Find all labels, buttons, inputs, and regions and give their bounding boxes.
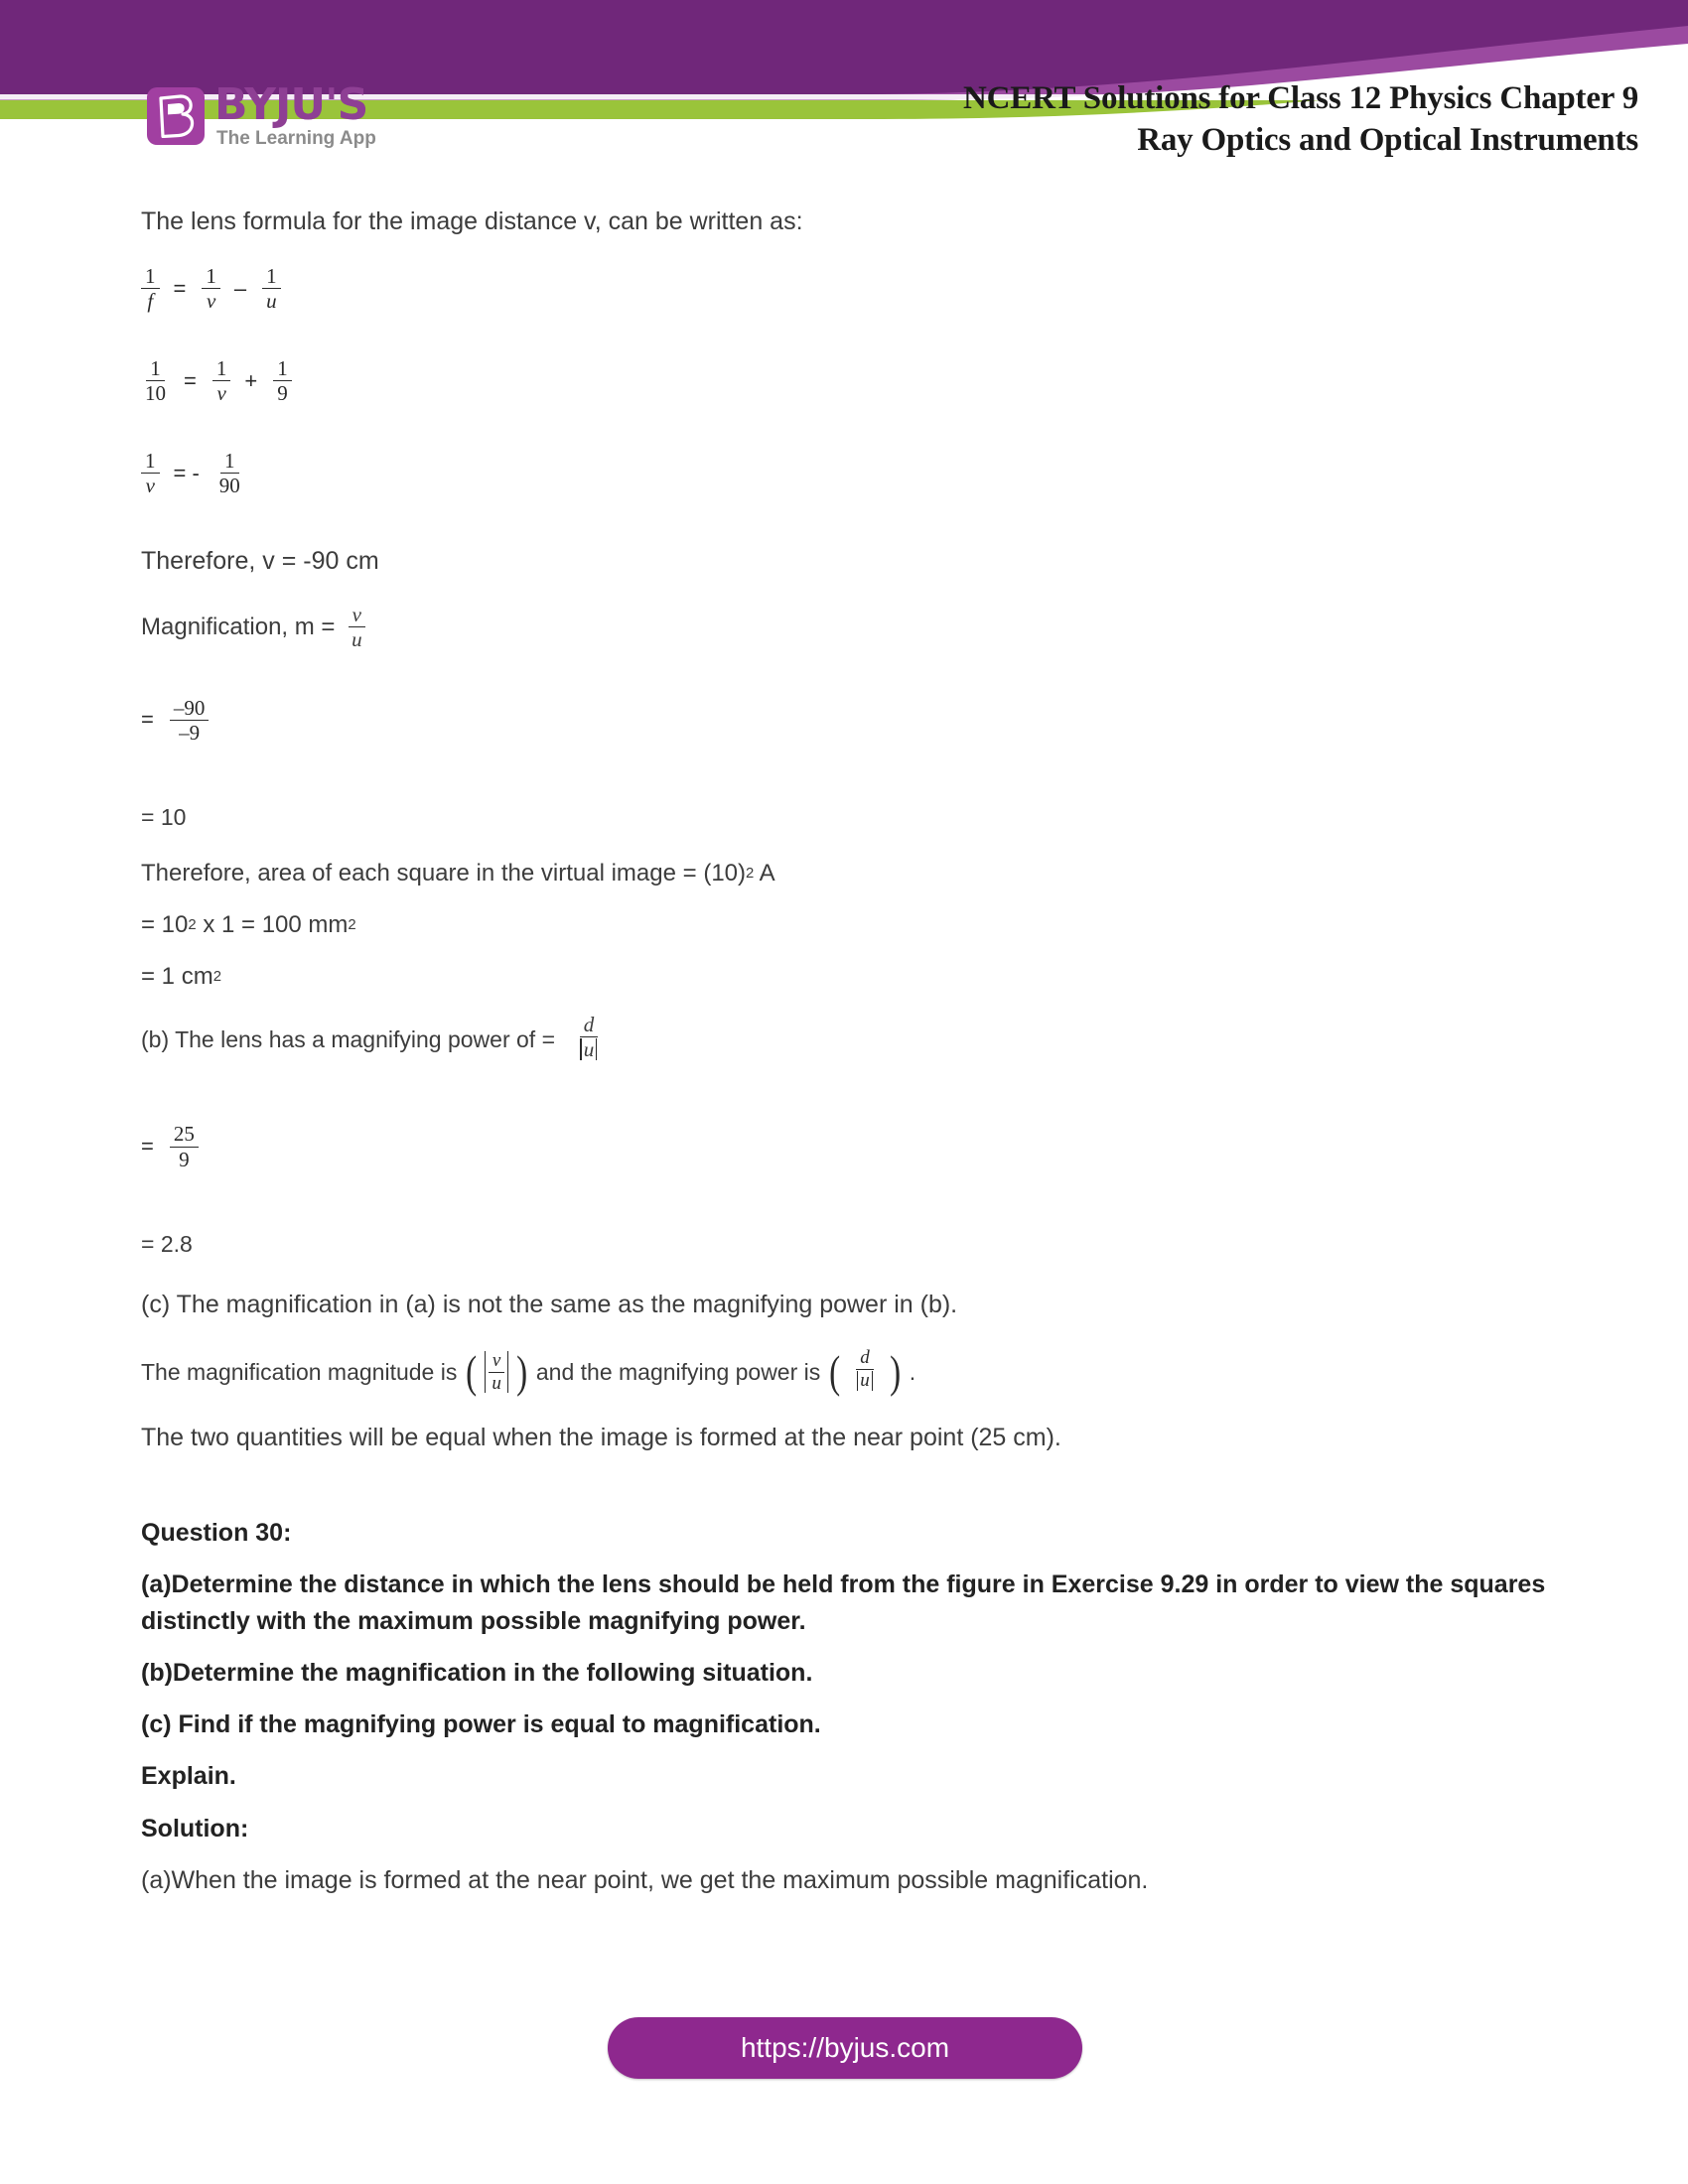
magnification-label: Magnification, m = bbox=[141, 614, 343, 641]
magnification-definition bbox=[141, 602, 1551, 651]
magnification-computation bbox=[141, 697, 1551, 744]
fraction-denominator: u bbox=[352, 626, 362, 651]
byjus-logo-mark-icon bbox=[147, 87, 205, 145]
equation-solved-v bbox=[141, 450, 1551, 496]
byjus-url-label: https://byjus.com bbox=[740, 2032, 950, 2063]
page-title-line-2: Ray Optics and Optical Instruments bbox=[1137, 122, 1638, 159]
part-b-computation bbox=[141, 1123, 1551, 1169]
part-b-result: = 2.8 bbox=[141, 1230, 193, 1257]
equality-note: The two quantities will be equal when the image is formed at the near point (25 cm). bbox=[141, 1423, 1061, 1451]
byjus-wordmark: BYJU'S bbox=[214, 79, 368, 130]
intro-paragraph: The lens formula for the image distance v, can be written as: bbox=[141, 207, 803, 235]
abs-value-u: u bbox=[583, 1037, 595, 1062]
question-explain: Explain. bbox=[141, 1762, 236, 1791]
question-part-c: (c) Find if the magnifying power is equal to magnification. bbox=[141, 1710, 821, 1739]
left-paren: ( bbox=[828, 1346, 840, 1398]
area-line-suffix: A bbox=[754, 860, 775, 887]
area-calculation-cm: = 1 cm 2 bbox=[141, 963, 221, 991]
fraction-1-over-v bbox=[202, 265, 220, 312]
solution-part-a: (a)When the image is formed at the near point, we get the maximum possible magnification. bbox=[141, 1865, 1149, 1894]
plus-sign: + bbox=[244, 367, 258, 393]
fraction-v-over-u bbox=[488, 1351, 505, 1394]
fraction-1-over-f bbox=[141, 265, 160, 312]
fraction-denominator: u bbox=[492, 1372, 501, 1394]
paren-group-magnification bbox=[464, 1346, 530, 1398]
fraction-numerator: 1 bbox=[141, 265, 160, 289]
fraction-v-over-u bbox=[348, 604, 366, 650]
fraction-numerator: 1 bbox=[220, 450, 239, 474]
equals-minus-sign: = - bbox=[173, 460, 200, 485]
fraction-numerator: 1 bbox=[262, 265, 281, 289]
right-paren: ) bbox=[890, 1346, 902, 1398]
fraction-denominator: –9 bbox=[179, 720, 201, 745]
fraction-1-over-9 bbox=[273, 357, 292, 404]
fraction-numerator: 1 bbox=[273, 357, 292, 381]
fraction-1-over-u bbox=[262, 265, 281, 312]
fraction-numerator: 1 bbox=[146, 357, 165, 381]
fraction-1-over-v bbox=[212, 357, 231, 404]
fraction-denominator: 10 bbox=[145, 381, 166, 406]
area-virtual-image-line: Therefore, area of each square in the virtual image = (10) 2 A bbox=[141, 860, 775, 887]
equals-sign: = bbox=[173, 275, 187, 301]
fraction-numerator: v bbox=[489, 1351, 504, 1373]
fraction-1-over-v bbox=[141, 450, 160, 496]
right-paren: ) bbox=[516, 1346, 528, 1398]
page-title bbox=[774, 77, 1638, 161]
result-v: Therefore, v = -90 cm bbox=[141, 546, 379, 575]
fraction-numerator: d bbox=[856, 1348, 874, 1370]
paren-group-magnifying-power bbox=[827, 1348, 904, 1396]
part-c-statement: (c) The magnification in (a) is not the same as the magnifying power in (b). bbox=[141, 1290, 958, 1318]
fraction-d-over-abs-u bbox=[848, 1348, 882, 1396]
area-calc-part-a: = 10 bbox=[141, 911, 189, 939]
area-cm-text: = 1 cm bbox=[141, 963, 213, 991]
fraction-numerator: –90 bbox=[170, 697, 210, 721]
byjus-url-button[interactable] bbox=[608, 2017, 1082, 2079]
fraction-d-over-abs-u bbox=[571, 1014, 606, 1064]
fraction-denominator: 9 bbox=[179, 1147, 190, 1171]
comparison-prefix: The magnification magnitude is bbox=[141, 1358, 464, 1385]
page-title-line-1: NCERT Solutions for Class 12 Physics Chapter 9 bbox=[963, 80, 1638, 116]
fraction-25-over-9 bbox=[170, 1123, 199, 1169]
fraction-denominator bbox=[848, 1370, 882, 1396]
abs-value-u: u bbox=[860, 1370, 870, 1392]
question-heading: Question 30: bbox=[141, 1519, 292, 1548]
comparison-suffix: . bbox=[903, 1358, 916, 1385]
fraction-denominator: v bbox=[216, 381, 226, 406]
equals-sign: = bbox=[141, 1134, 154, 1159]
area-calculation-mm: = 10 2 x 1 = 100 mm 2 bbox=[141, 911, 356, 939]
solution-heading: Solution: bbox=[141, 1814, 249, 1843]
equation-substituted bbox=[141, 357, 1551, 404]
area-calc-part-b: x 1 = 100 mm bbox=[196, 911, 349, 939]
area-line-prefix: Therefore, area of each square in the virtual image = (10) bbox=[141, 860, 746, 887]
fraction-1-over-90 bbox=[215, 450, 244, 496]
equals-sign: = bbox=[184, 367, 197, 393]
question-part-b: (b)Determine the magnification in the following situation. bbox=[141, 1658, 813, 1687]
part-b-magnifying-power bbox=[141, 1015, 1551, 1065]
fraction-denominator: u bbox=[266, 289, 277, 314]
byjus-logo bbox=[147, 79, 445, 165]
fraction-1-over-10 bbox=[141, 357, 170, 404]
fraction-denominator bbox=[571, 1037, 606, 1064]
left-paren: ( bbox=[465, 1346, 477, 1398]
fraction-numerator: v bbox=[349, 604, 365, 627]
fraction-numerator: 1 bbox=[212, 357, 231, 381]
fraction-denominator: 9 bbox=[277, 381, 288, 406]
document-content bbox=[141, 204, 1551, 1924]
equation-lens-formula bbox=[141, 265, 1551, 312]
comparison-middle: and the magnifying power is bbox=[529, 1358, 827, 1385]
fraction-numerator: 1 bbox=[141, 450, 160, 474]
fraction-denominator: v bbox=[145, 474, 155, 498]
fraction-denominator: 90 bbox=[218, 474, 240, 498]
fraction-numerator: d bbox=[580, 1014, 599, 1037]
fraction-numerator: 25 bbox=[170, 1123, 199, 1147]
fraction-denominator: f bbox=[147, 289, 154, 314]
fraction-numerator: 1 bbox=[202, 265, 220, 289]
comparison-line bbox=[141, 1348, 1551, 1396]
equals-sign: = bbox=[141, 707, 154, 733]
question-part-a: (a)Determine the distance in which the lens should be held from the figure in Exercise 9.29 in order to view the squares distinctly with the maximum possible magnifying power. bbox=[141, 1570, 1546, 1635]
fraction-neg90-over-neg9 bbox=[170, 697, 210, 744]
fraction-denominator: v bbox=[206, 289, 216, 314]
part-b-label: (b) The lens has a magnifying power of = bbox=[141, 1026, 562, 1053]
minus-sign: – bbox=[233, 275, 247, 301]
byjus-tagline: The Learning App bbox=[216, 128, 376, 149]
magnification-result: = 10 bbox=[141, 803, 187, 830]
